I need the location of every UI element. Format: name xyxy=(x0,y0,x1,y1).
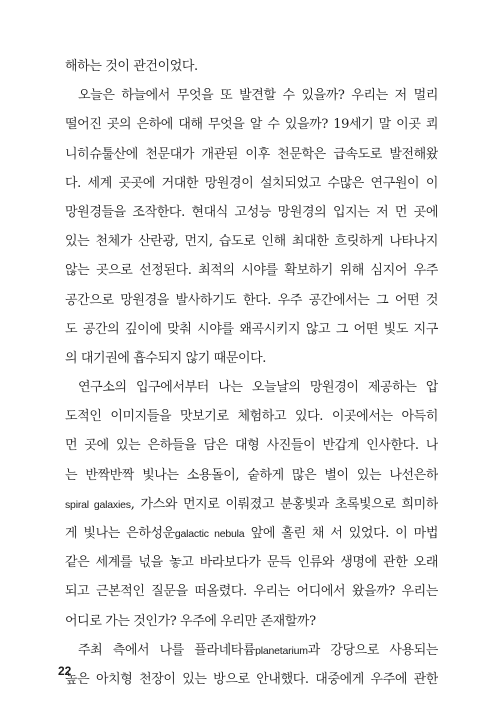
text-line: 높은 아치형 천장이 있는 방으로 안내했다. 대중에게 우주에 관한 xyxy=(65,671,438,687)
text-line: 않는 곳으로 선정된다. 최적의 시야를 확보하기 위해 심지어 우주 xyxy=(65,263,438,279)
text-line: 같은 세계를 넋을 놓고 바라보다가 문득 인류와 생명에 관한 오래 xyxy=(65,555,438,571)
text-line: 연구소의 입구에서부터 나는 오늘날의 망원경이 제공하는 압 xyxy=(78,380,438,396)
text-line: 의 대기권에 흡수되지 않기 때문이다. xyxy=(65,350,267,366)
text-line: 게 빛나는 은하성운galactic nebula 앞에 홀린 채 서 있었다. 이 마법 xyxy=(65,526,438,541)
text-line: spiral galaxies, 가스와 먼지로 이뤄졌고 분홍빛과 초록빛으로 희미하 xyxy=(65,496,438,512)
text-line: 도 공간의 깊이에 맞춰 시야를 왜곡시키지 않고 그 어떤 빛도 지구 xyxy=(65,321,438,337)
text-line: 어디로 가는 것인가? 우주에 우리만 존재할까? xyxy=(65,613,316,629)
text-line: 있는 천체가 산란광, 먼지, 습도로 인해 최대한 흐릿하게 나타나지 xyxy=(65,234,438,250)
text-line: 먼 곳에 있는 은하들을 담은 대형 사진들이 반갑게 인사한다. 나 xyxy=(65,438,438,454)
text-line: 오늘은 하늘에서 무엇을 또 발견할 수 있을까? 우리는 저 멀리 xyxy=(78,88,438,104)
text-line: 해하는 것이 관건이었다. xyxy=(65,59,198,74)
page-number: 22 xyxy=(58,664,72,678)
text-line: 망원경들을 조작한다. 현대식 고성능 망원경의 입지는 저 먼 곳에 xyxy=(65,204,438,220)
text-line: 공간으로 망원경을 발사하기도 한다. 우주 공간에서는 그 어떤 것 xyxy=(65,292,438,308)
text-line: 주최 측에서 나를 플라네타륨planetarium과 강당으로 사용되는 xyxy=(78,642,438,658)
text-line: 떨어진 곳의 은하에 대해 무엇을 알 수 있을까? 19세기 말 이곳 쾨 xyxy=(65,117,438,133)
text-line: 도적인 이미지들을 맛보기로 체험하고 있다. 이곳에서는 아득히 xyxy=(65,409,438,425)
body-text xyxy=(65,52,438,694)
text-line: 다. 세계 곳곳에 거대한 망원경이 설치되었고 수많은 연구원이 이 xyxy=(65,175,438,191)
text-line: 는 반짝반짝 빛나는 소용돌이, 숱하게 많은 별이 있는 나선은하 xyxy=(65,467,438,483)
text-line: 되고 근본적인 질문을 떠올렸다. 우리는 어디에서 왔을까? 우리는 xyxy=(65,584,438,600)
text-line: 니히슈툴산에 천문대가 개관된 이후 천문학은 급속도로 발전해왔 xyxy=(65,146,438,162)
